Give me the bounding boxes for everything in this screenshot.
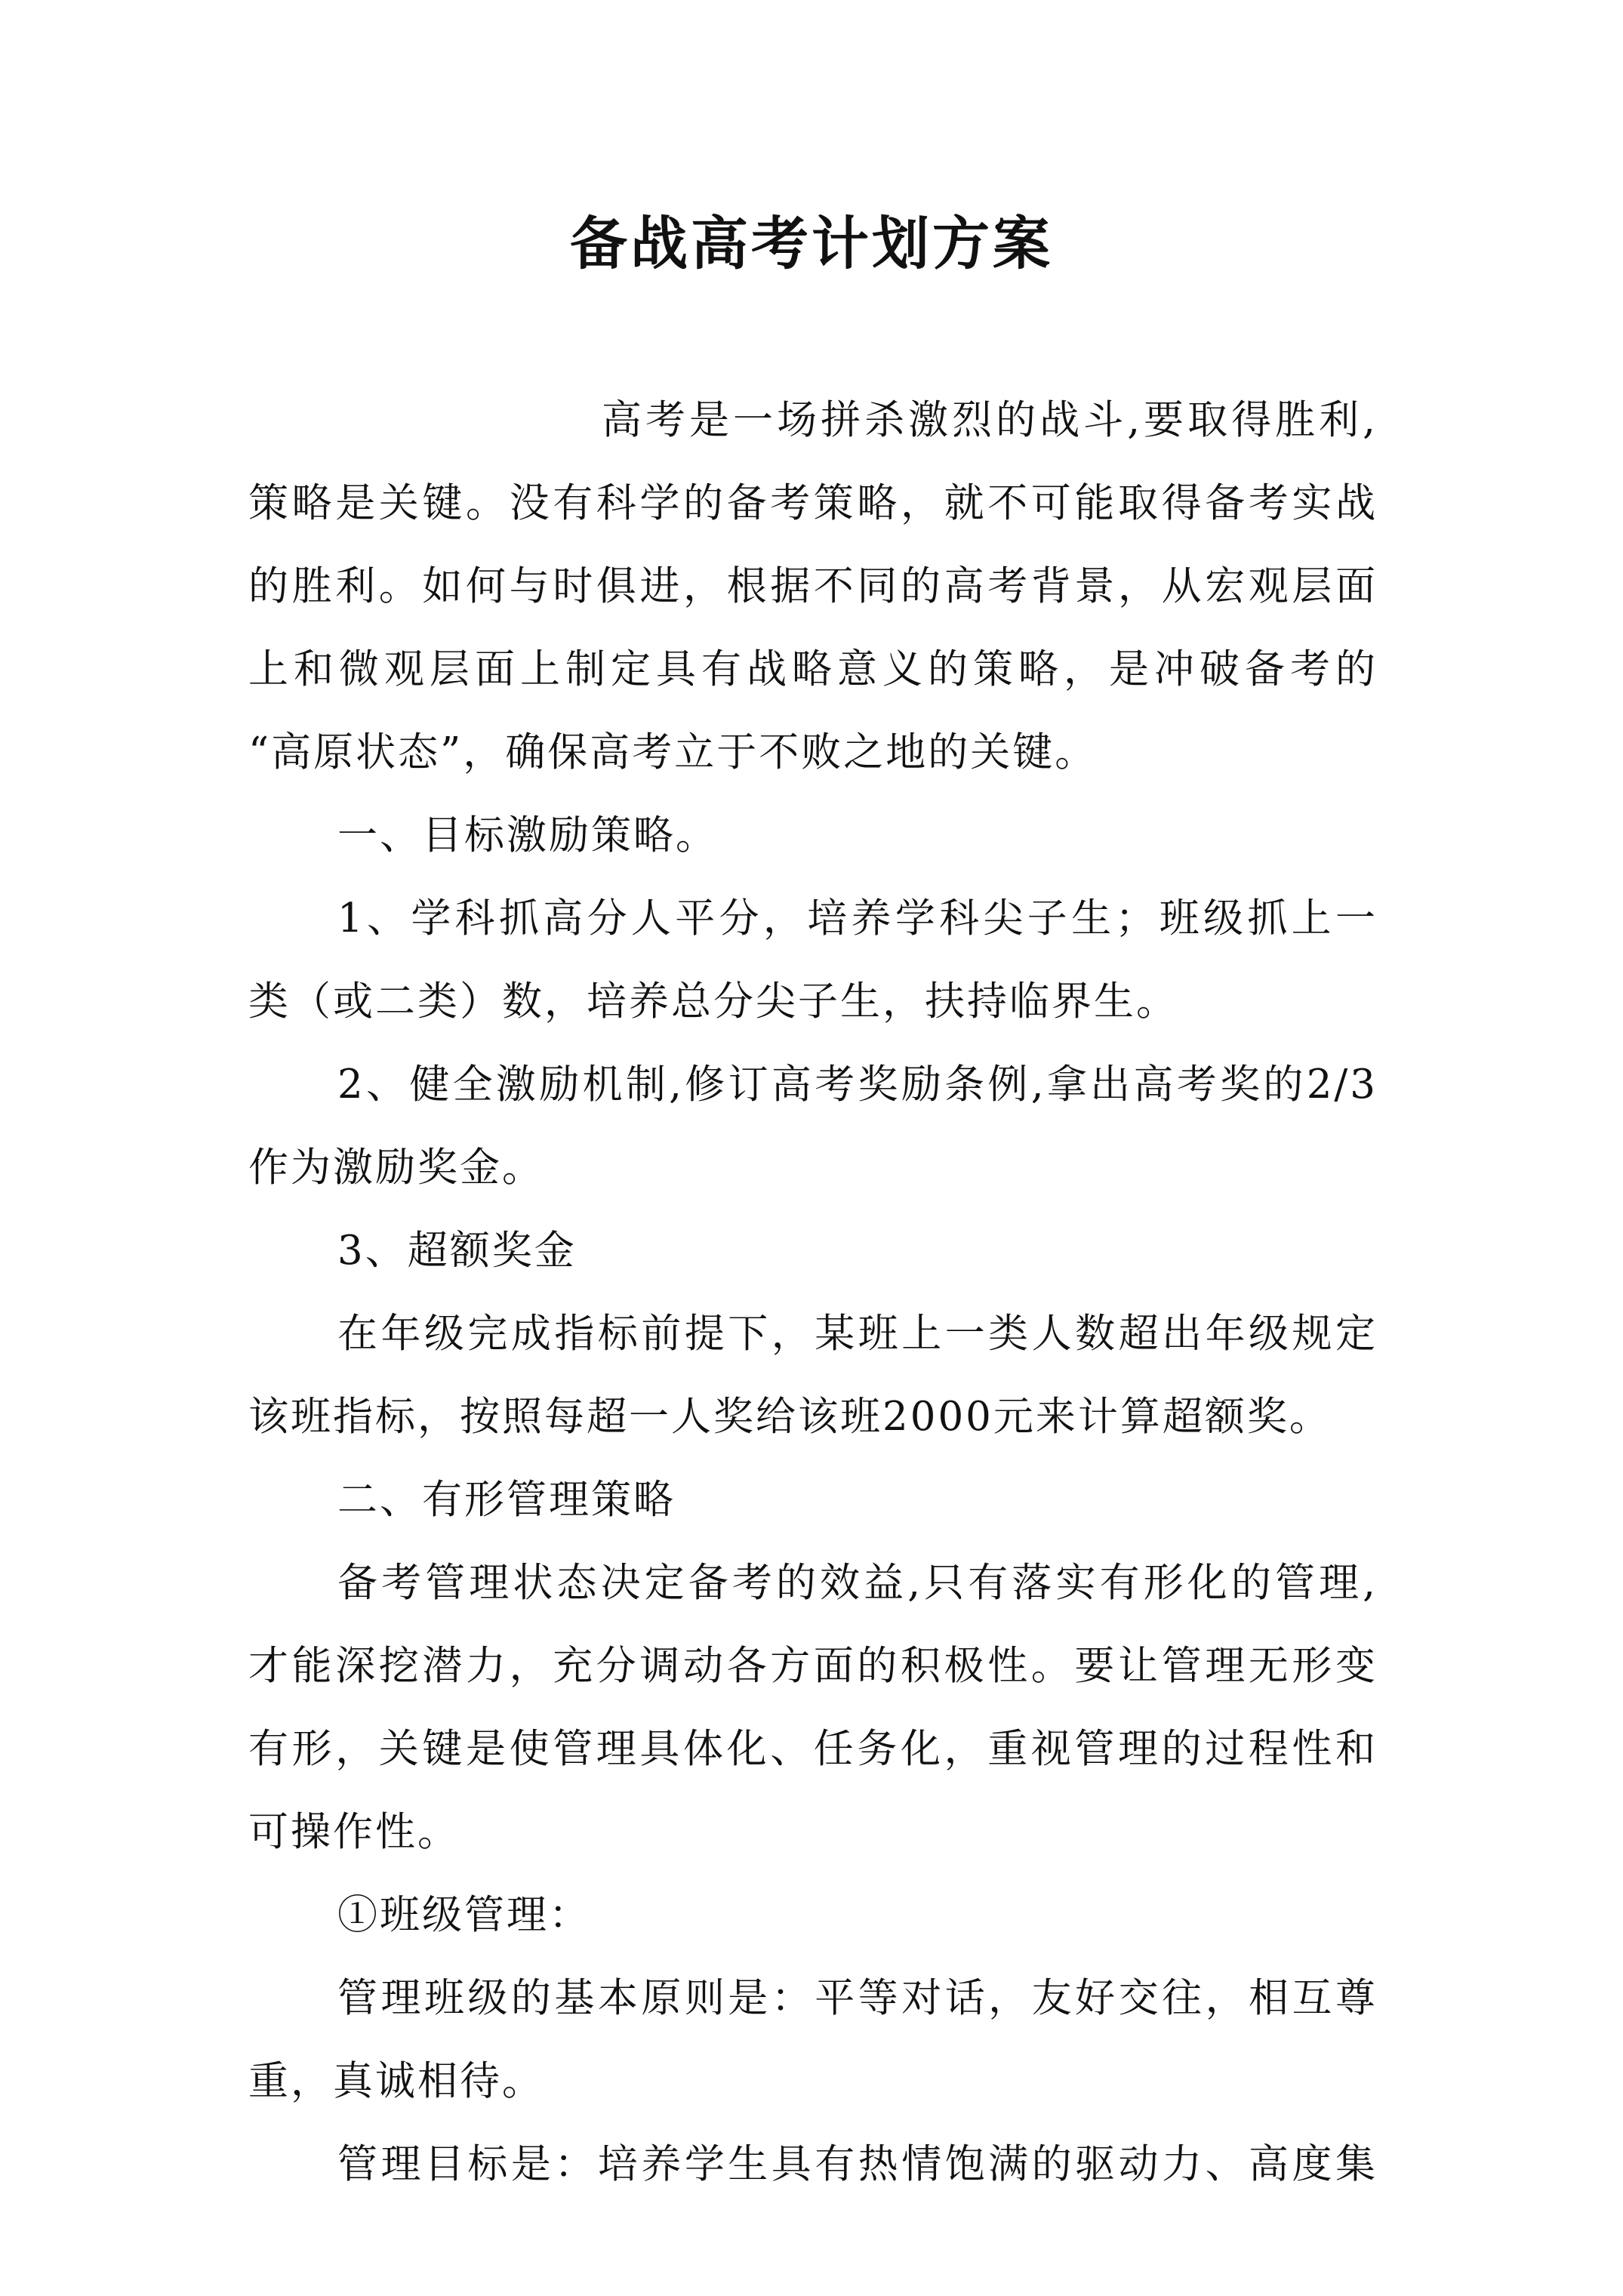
paragraph-line: 1、学科抓高分人平分，培养学科尖子生；班级抓上一 [337, 895, 1378, 942]
section-heading: 二、有形管理策略 [337, 1477, 676, 1523]
paragraph-line: 类（或二类）数，培养总分尖子生，扶持临界生。 [248, 978, 1178, 1025]
section-heading: 一、目标激励策略。 [337, 812, 718, 858]
paragraph-line: 的胜利。如何与时俱进，根据不同的高考背景，从宏观层面 [248, 563, 1378, 609]
paragraph-line: 在年级完成指标前提下，某班上一类人数超出年级规定 [337, 1311, 1378, 1357]
paragraph-line: 管理班级的基本原则是：平等对话，友好交往，相互尊 [337, 1975, 1378, 2021]
document-title: 备战高考计划方案 [570, 210, 1053, 277]
paragraph-line: 管理目标是：培养学生具有热情饱满的驱动力、高度集 [337, 2141, 1378, 2187]
subsection-heading: ①班级管理： [337, 1892, 591, 1938]
paragraph-line: 高考是一场拼杀激烈的战斗,要取得胜利, [602, 397, 1378, 443]
paragraph-line: 有形，关键是使管理具体化、任务化，重视管理的过程性和 [248, 1726, 1378, 1772]
paragraph-line: “高原状态”，确保高考立于不败之地的关键。 [248, 729, 1098, 775]
paragraph-line: 备考管理状态决定备考的效益,只有落实有形化的管理, [337, 1560, 1378, 1606]
paragraph-line: 作为激励奖金。 [248, 1145, 544, 1191]
paragraph-line: 重，真诚相待。 [248, 2058, 544, 2104]
paragraph-line: 2、健全激励机制,修订高考奖励条例,拿出高考奖的2/3 [337, 1062, 1378, 1108]
paragraph-line: 策略是关键。没有科学的备考策略，就不可能取得备考实战 [248, 480, 1378, 526]
paragraph-line: 可操作性。 [248, 1809, 460, 1855]
paragraph-line: 该班指标，按照每超一人奖给该班2000元来计算超额奖。 [248, 1394, 1332, 1440]
paragraph-line: 3、超额奖金 [337, 1228, 577, 1274]
paragraph-line: 上和微观层面上制定具有战略意义的策略，是冲破备考的 [248, 646, 1378, 692]
paragraph-line: 才能深挖潜力，充分调动各方面的积极性。要让管理无形变 [248, 1643, 1378, 1689]
